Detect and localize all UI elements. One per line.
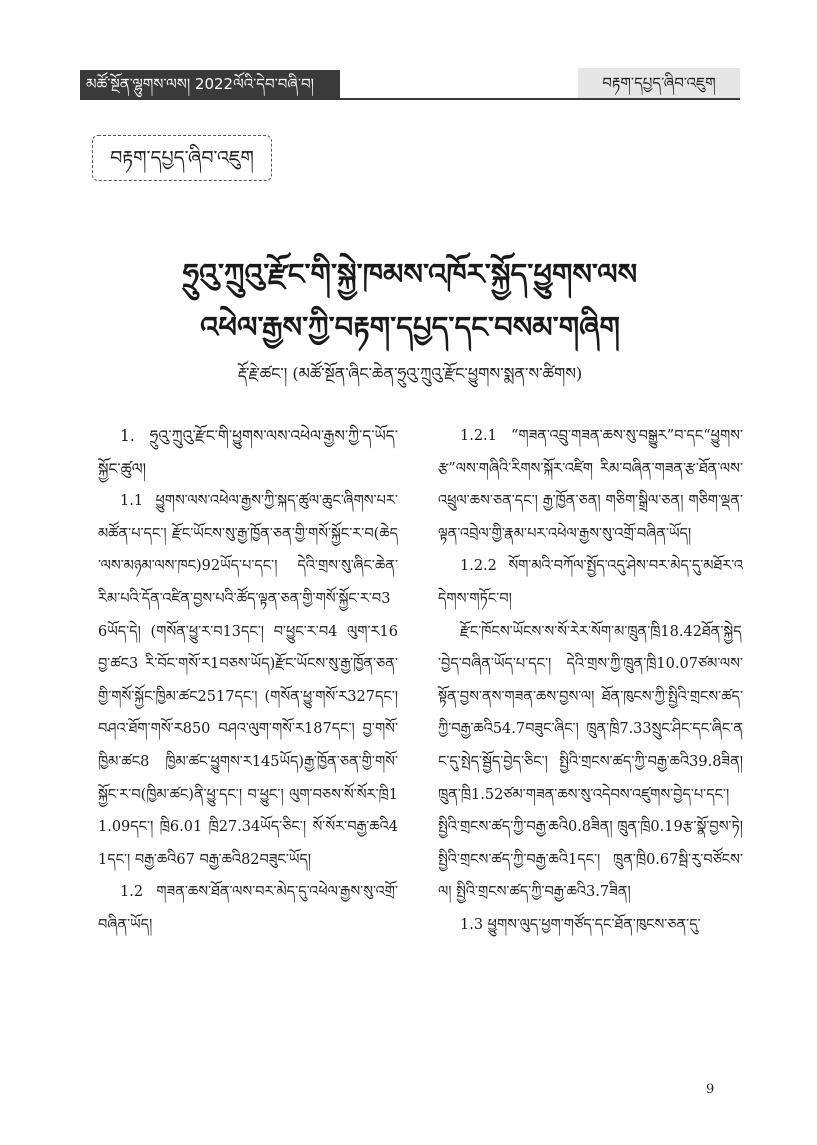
article-title-line-1: ཧྲུའུ་ཀྲུའུ་རྫོང་གི་སྐྱེ་ཁམས་འཁོར་སྐྱོད་ཕྱུགས་ལས: [182, 257, 638, 291]
journal-header: མཚོ་སྔོན་ལྷུགས་ལས། 2022ལོའི་དེབ་བཞི་བ།: [80, 70, 340, 98]
section-heading: 1. ཧྲུའུ་ཀྲུའུ་རྫོང་གི་ཕྱུགས་ལས་འཕེལ་རྒྱས་ཀྱི་ད་ཡོད་སྐྱོང་ཚུལ།: [98, 427, 398, 478]
page-number: 9: [706, 1082, 715, 1097]
paragraph: 1.1 ཕྱུགས་ལས་འཕེལ་རྒྱས་ཀྱི་སྐད་ཚུལ་ཆུང་ཞིགས་པར་མཚོན་པ་དང་། རྫོང་ཡོངས་སུ་རྒྱ་ཁྱོན་ཅན་གྱི་གསོ་སྐྱོང་ར་བ(ཆེད་ལས་མཉམ་ལས་ཁང)92ཡོད་པ་དང་། དེའི་གྲས་སུ་ཞིང་ཆེན་རིམ་པའི་དོན་འཛིན་བྱས་པའི་ཚོད་ལྟན་ཅན་གྱི་གསོ་སྐྱོང་ར་བ36ཡོད་དེ། (གསོན་ཕྱུ་ར་བ13དང་། བ་ཕྱུང་ར་བ4 ལུག་ར16 བྱ་ཚང3 རི་བོང་གསོ་ར1བཅས་ཡོད)རྫོང་ཡོངས་སུ་རྒྱ་ཁྱོན་ཅན་གྱི་གསོ་སྐྱོང་ཁྱིམ་ཚང2517དང་། (གསོན་ཕྱུ་གསོ་ར327དང་། བཤའ་ཐོག་གསོ་ར850 བཤའ་ལུག་གསོ་ར187དང་། བྱ་གསོ་ཁྱིམ་ཚང8 ཁྱིམ་ཚང་ཕྱུགས་ར145ཡོད)རྒྱ་ཁྱོན་ཅན་གྱི་གསོ་སྐྱོང་ར་བ(ཁྱིམ་ཚང)ནི་ཕྱུ་དང་། བ་ཕྱུང་། ལུག་བཅས་སོ་སོར་ཁྲི11.09དང་། ཁྲི6.01 ཁྲི27.34ཡོད་ཅིང་། སོ་སོར་བརྒྱ་ཆའི41དང་། བརྒྱ་ཆའི67 བརྒྱ་ཆའི82བཟུང་ཡོད།: [98, 493, 398, 868]
paragraph: 1.3 ཕྱུགས་ལུད་ཕྱག་གཙོད་དང་ཐོན་ཁུངས་ཅན་དུ་: [460, 916, 701, 933]
paragraph: རྫོང་ཁོངས་ཡོངས་ས་སོ་རེར་སོག་མ་ཁྲུན་ཁྲི18.42ཐོན་སྐྱེད་བྱེད་བཞིན་ཡོད་པ་དང་། དེའི་གྲས་ཀྱི་ཁྲུན་ཁྲི10.07ཙམ་ལས་སྟོན་བྱས་ནས་གཟན་ཆས་བྱས་ལ། ཐོན་ཁུངས་ཀྱི་སྤྱིའི་གྲངས་ཚད་ཀྱི་བརྒྱ་ཆའི54.7བཟུང་ཞིང་། ཁྲུན་ཁྲི7.33སྲུང་ཤིང་དང་ཞིང་ནང་དུ་སྤེད་སྦྱོད་བྱེད་ཅིང་། སྤྱིའི་གྲངས་ཚད་ཀྱི་བརྒྱ་ཆའི39.8ཟིན། ཁྲུན་ཁྲི1.52ཙམ་གཟན་ཆས་སུ་འདེབས་འཛུགས་བྱེད་པ་དང་། སྤྱིའི་གྲངས་ཚད་ཀྱི་བརྒྱ་ཆའི0.8ཟིན། ཁྲུན་ཁྲི0.19རྩ་སྣོ་བྱས་ཏེ། སྤྱིའི་གྲངས་ཚད་ཀྱི་བརྒྱ་ཆའི1དང་། ཁྲུན་ཁྲི0.67སྦི་རུ་བཙོངས་ལ། སྤྱིའི་གྲངས་ཚད་ཀྱི་བརྒྱ་ཆའི3.7ཟིན།: [438, 623, 743, 901]
header-rule: [80, 98, 740, 100]
right-column: [438, 420, 743, 942]
left-column: [98, 420, 398, 942]
author-affiliation: རྡོ་རྗེ་ཚང་། (མཚོ་སྔོན་ཞིང་ཆེན་ཧྲུའུ་ཀྲུའུ་རྫོང་ཕྱུགས་སྨན་ས་ཚིགས): [237, 364, 583, 383]
paragraph: 1.2.1 “གཟན་འབྲུ་གཟན་ཆས་སུ་བསྒྱུར”བ་དང“ཕྱུགས་རྩ”ལས་གཞིའི་རིགས་སྐོར་འཛིག རིམ་བཞིན་གཟན་རྩ་ཐོན་ལས་འཕྲུལ་ཆས་ཅན་དང་། རྒྱ་ཁྱོན་ཅན། གཅིག་སྒྲིལ་ཅན། གཅིག་ལྡན་ལྟན་འབྲེལ་གྱི་རྣམ་པར་འཕེལ་རྒྱས་སུ་འགྲོ་བཞིན་ཡོད།: [438, 428, 743, 542]
paragraph: 1.2 གཟན་ཆས་ཐོན་ལས་བར་མེད་དུ་འཕེལ་རྒྱས་སུ་འགྲོ་བཞིན་ཡོད།: [98, 884, 398, 933]
article-title-line-2: འཕེལ་རྒྱས་ཀྱི་བརྟག་དཔྱད་དང་བསམ་གཞིག: [200, 310, 620, 344]
section-header: བརྟག་དཔྱད་ཞིབ་འཇུག: [578, 68, 740, 98]
section-tag: བརྟག་དཔྱད་ཞིབ་འཇུག: [92, 135, 272, 181]
paragraph: 1.2.2 སོག་མའི་བཀོལ་སྤྱོད་འདུ་ཤེས་བར་མེད་དུ་མཐོར་འདེགས་གཏོང་བ།: [438, 558, 743, 607]
